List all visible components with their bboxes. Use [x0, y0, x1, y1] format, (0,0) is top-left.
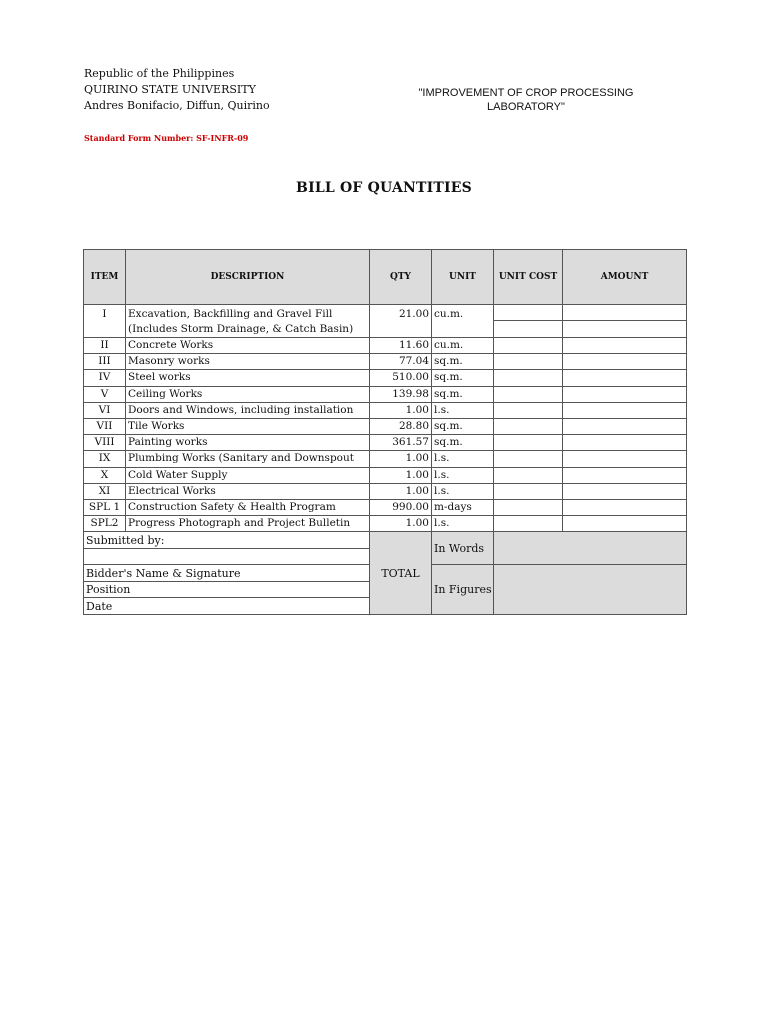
- item-cell: V: [84, 386, 126, 402]
- table-row: [84, 338, 687, 354]
- column-header: AMOUNT: [563, 250, 687, 305]
- description-cell: Excavation, Backfilling and Gravel Fill (Includes Storm Drainage, & Catch Basin): [126, 305, 370, 338]
- position-label: Position: [84, 581, 370, 598]
- in-figures-value: [494, 565, 687, 615]
- description-cell: Plumbing Works (Sanitary and Downspout: [126, 451, 370, 467]
- table-row: [84, 305, 687, 321]
- qty-cell: 1.00: [370, 516, 432, 532]
- description-cell: Construction Safety & Health Program: [126, 499, 370, 515]
- unit-cell: l.s.: [432, 467, 494, 483]
- item-cell: SPL2: [84, 516, 126, 532]
- submitted-by-blank: [84, 548, 370, 565]
- qty-cell: 510.00: [370, 370, 432, 386]
- column-header: UNIT: [432, 250, 494, 305]
- amount-cell: [563, 499, 687, 515]
- bill-of-quantities-table: [83, 249, 687, 615]
- in-words-label: In Words: [432, 532, 494, 565]
- description-cell: Cold Water Supply: [126, 467, 370, 483]
- form-number: Standard Form Number: SF-INFR-09: [84, 133, 249, 143]
- unit-cost-cell: [494, 418, 563, 434]
- unit-cell: l.s.: [432, 402, 494, 418]
- unit-cost-cell: [494, 321, 563, 338]
- qty-cell: 77.04: [370, 354, 432, 370]
- table-header-row: [84, 250, 687, 305]
- unit-cost-cell: [494, 435, 563, 451]
- description-cell: Electrical Works: [126, 483, 370, 499]
- unit-cell: sq.m.: [432, 386, 494, 402]
- footer-row: [84, 532, 687, 549]
- description-cell: Doors and Windows, including installation: [126, 402, 370, 418]
- qty-cell: 11.60: [370, 338, 432, 354]
- qty-cell: 1.00: [370, 451, 432, 467]
- item-cell: IX: [84, 451, 126, 467]
- qty-cell: 990.00: [370, 499, 432, 515]
- item-cell: VI: [84, 402, 126, 418]
- amount-cell: [563, 354, 687, 370]
- qty-cell: 1.00: [370, 483, 432, 499]
- description-cell: Tile Works: [126, 418, 370, 434]
- unit-cost-cell: [494, 354, 563, 370]
- table-row: [84, 451, 687, 467]
- table-row: [84, 499, 687, 515]
- unit-cell: sq.m.: [432, 354, 494, 370]
- description-cell: Painting works: [126, 435, 370, 451]
- description-cell: Ceiling Works: [126, 386, 370, 402]
- item-cell: I: [84, 305, 126, 338]
- unit-cost-cell: [494, 516, 563, 532]
- unit-cost-cell: [494, 370, 563, 386]
- qty-cell: 21.00: [370, 305, 432, 338]
- unit-cost-cell: [494, 451, 563, 467]
- table-row: [84, 386, 687, 402]
- table-row: [84, 354, 687, 370]
- unit-cell: l.s.: [432, 483, 494, 499]
- unit-cost-cell: [494, 305, 563, 321]
- unit-cost-cell: [494, 338, 563, 354]
- amount-cell: [563, 418, 687, 434]
- unit-cost-cell: [494, 467, 563, 483]
- amount-cell: [563, 305, 687, 321]
- item-cell: VIII: [84, 435, 126, 451]
- in-words-value: [494, 532, 687, 565]
- unit-cell: sq.m.: [432, 418, 494, 434]
- table-row: [84, 467, 687, 483]
- amount-cell: [563, 386, 687, 402]
- agency-line: Republic of the Philippines: [84, 67, 235, 80]
- submitted-by-label: Submitted by:: [84, 532, 370, 549]
- unit-cell: cu.m.: [432, 305, 494, 338]
- column-header: UNIT COST: [494, 250, 563, 305]
- project-title-line: LABORATORY": [487, 101, 565, 113]
- unit-cell: m-days: [432, 499, 494, 515]
- project-title-line: "IMPROVEMENT OF CROP PROCESSING: [418, 87, 634, 99]
- item-cell: XI: [84, 483, 126, 499]
- item-cell: III: [84, 354, 126, 370]
- agency-line: Andres Bonifacio, Diffun, Quirino: [84, 99, 270, 112]
- table-row: [84, 435, 687, 451]
- item-cell: X: [84, 467, 126, 483]
- qty-cell: 1.00: [370, 402, 432, 418]
- table-row: [84, 516, 687, 532]
- unit-cost-cell: [494, 483, 563, 499]
- amount-cell: [563, 402, 687, 418]
- description-cell: Progress Photograph and Project Bulletin: [126, 516, 370, 532]
- unit-cost-cell: [494, 402, 563, 418]
- amount-cell: [563, 516, 687, 532]
- qty-cell: 28.80: [370, 418, 432, 434]
- description-cell: Steel works: [126, 370, 370, 386]
- column-header: ITEM: [84, 250, 126, 305]
- amount-cell: [563, 370, 687, 386]
- amount-cell: [563, 338, 687, 354]
- unit-cost-cell: [494, 386, 563, 402]
- unit-cell: sq.m.: [432, 370, 494, 386]
- unit-cost-cell: [494, 499, 563, 515]
- agency-line: QUIRINO STATE UNIVERSITY: [84, 83, 256, 96]
- description-cell: Masonry works: [126, 354, 370, 370]
- bidder-name-label: Bidder's Name & Signature: [84, 565, 370, 582]
- date-label: Date: [84, 598, 370, 615]
- unit-cell: l.s.: [432, 516, 494, 532]
- qty-cell: 139.98: [370, 386, 432, 402]
- column-header: DESCRIPTION: [126, 250, 370, 305]
- item-cell: VII: [84, 418, 126, 434]
- amount-cell: [563, 321, 687, 338]
- total-label: TOTAL: [370, 532, 432, 615]
- unit-cell: l.s.: [432, 451, 494, 467]
- description-cell: Concrete Works: [126, 338, 370, 354]
- unit-cell: sq.m.: [432, 435, 494, 451]
- project-title: [400, 86, 652, 114]
- amount-cell: [563, 483, 687, 499]
- table-row: [84, 483, 687, 499]
- table-row: [84, 402, 687, 418]
- item-cell: II: [84, 338, 126, 354]
- amount-cell: [563, 435, 687, 451]
- table-row: [84, 418, 687, 434]
- unit-cell: cu.m.: [432, 338, 494, 354]
- table-row: [84, 370, 687, 386]
- qty-cell: 1.00: [370, 467, 432, 483]
- amount-cell: [563, 467, 687, 483]
- amount-cell: [563, 451, 687, 467]
- agency-header: [84, 66, 270, 114]
- column-header: QTY: [370, 250, 432, 305]
- in-figures-label: In Figures: [432, 565, 494, 615]
- item-cell: IV: [84, 370, 126, 386]
- page-title: BILL OF QUANTITIES: [296, 180, 472, 196]
- qty-cell: 361.57: [370, 435, 432, 451]
- item-cell: SPL 1: [84, 499, 126, 515]
